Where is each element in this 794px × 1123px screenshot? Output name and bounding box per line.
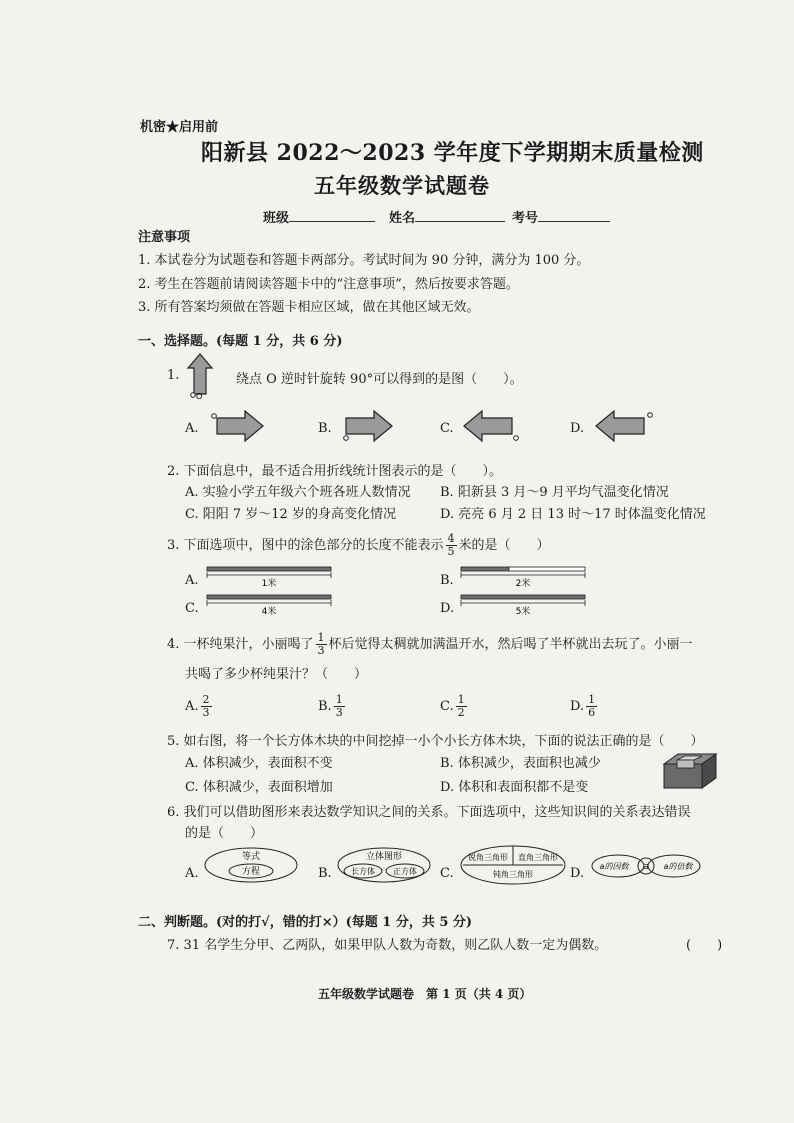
q6-question-line1: 6. 我们可以借助图形来表达数学知识之间的关系。下面选项中，这些知识间的关系表达错误 [167,805,691,820]
q4-question-line2: 共喝了多少杯纯果汁？（ ） [185,667,368,682]
q6-c-left-label: 锐角三角形 [468,853,508,862]
q6-option-a-label[interactable]: A. [185,866,199,881]
q4-text-after: 杯后觉得太稠就加满温开水，然后喝了半杯就出去玩了。小丽一 [328,637,693,652]
q5-option-b[interactable]: B. 体积减少，表面积也减少 [440,756,601,771]
q6-c-right-label: 直角三角形 [518,853,558,862]
q6-d-center-label: a [643,862,649,872]
q3-option-b-figure[interactable] [459,563,589,589]
name-field[interactable] [389,207,505,226]
q6-d-right-label: a的倍数 [663,862,693,871]
q3-option-b-label[interactable]: B. [440,573,454,588]
q6-c-bottom-label: 钝角三角形 [493,870,533,879]
name-label: 姓名 [389,211,416,226]
q4-option-c-label: C. [440,699,454,714]
page-footer: 五年级数学试题卷 第 1 页（共 4 页） [318,987,532,1001]
q1-option-d-label[interactable]: D. [570,421,585,436]
q6-question-line2: 的是（ ） [185,826,264,841]
q3-a-length-label: 1米 [261,579,277,589]
q4-frac-num: 1 [317,631,325,644]
q1-number: 1. [167,368,180,383]
exam-title: 阳新县 2022～2023 学年度下学期期末质量检测 [201,140,704,166]
q1-point-label: O [196,392,203,400]
q4-a-den: 3 [202,706,210,719]
q3-b-length-label: 2米 [515,579,531,589]
q4-option-d-fraction [586,694,597,719]
q4-text-before: 4. 一杯纯果汁，小丽喝了 [167,637,314,652]
q4-fraction [316,632,327,657]
q6-d-left-label: a的因数 [599,862,629,871]
q1-option-b-figure[interactable] [338,408,400,444]
q5-option-d[interactable]: D. 体积和表面积都不是变 [440,780,589,795]
q3-question [167,533,550,558]
exam-no-field[interactable] [512,207,610,226]
q3-option-d-figure[interactable] [459,591,589,617]
notes-item: 1. 本试卷分为试题卷和答题卡两部分。考试时间为 90 分钟，满分为 100 分。 [138,253,590,268]
q4-option-b[interactable] [318,694,347,719]
notes-heading: 注意事项 [138,230,191,245]
q7-statement: 7. 31 名学生分甲、乙两队，如果甲队人数为奇数，则乙队人数一定为偶数。 [167,938,608,953]
q3-option-a-figure[interactable] [205,563,335,589]
q4-question [167,632,693,657]
q4-option-a[interactable] [185,694,214,719]
q4-option-b-label: B. [318,699,332,714]
q2-option-c[interactable]: C. 阳阳 7 岁～12 岁的身高变化情况 [185,507,396,522]
q4-b-den: 3 [335,706,343,719]
q4-option-a-fraction [201,694,212,719]
q6-option-d-label[interactable]: D. [570,866,585,881]
exam-subtitle: 五年级数学试题卷 [314,173,490,198]
q3-option-c-label[interactable]: C. [185,601,199,616]
q5-hollowed-block-figure [662,750,718,792]
q1-option-c-label[interactable]: C. [440,421,454,436]
q2-question: 2. 下面信息中，最不适合用折线统计图表示的是（ ）。 [167,464,503,479]
q4-d-num: 1 [588,693,596,706]
q6-option-a-diagram[interactable] [203,846,299,884]
q6-option-c-diagram[interactable] [458,844,568,886]
q4-c-den: 2 [457,706,465,719]
q4-option-a-label: A. [185,699,199,714]
q4-c-num: 1 [457,693,465,706]
q4-option-d[interactable] [570,694,599,719]
q3-text-after: 米的是（ ） [458,538,550,553]
q4-d-den: 6 [588,706,596,719]
class-field[interactable] [263,207,375,226]
q5-question: 5. 如右图，将一个长方体木块的中间挖掉一小个小长方体木块，下面的说法正确的是（ ） [167,734,704,749]
q6-option-b-label[interactable]: B. [318,866,332,881]
q4-option-b-fraction [334,694,345,719]
notes-item: 3. 所有答案均须做在答题卡相应区域，做在其他区域无效。 [138,300,480,315]
q1-question: 绕点 O 逆时针旋转 90°可以得到的是图（ ）。 [236,372,523,387]
q6-b-right-label: 正方体 [393,867,417,876]
notes-item: 2. 考生在答题前请阅读答题卡中的“注意事项”，然后按要求答题。 [138,277,519,292]
q4-frac-den: 3 [317,644,325,657]
q1-up-arrow-figure [186,352,222,400]
q5-option-a[interactable]: A. 体积减少，表面积不变 [185,756,333,771]
q3-frac-den: 5 [447,545,455,558]
q2-option-b[interactable]: B. 阳新县 3 月～9 月平均气温变化情况 [440,485,669,500]
q3-frac-num: 4 [447,532,455,545]
q6-option-c-label[interactable]: C. [440,866,454,881]
q3-c-length-label: 4米 [261,607,277,617]
q3-option-a-label[interactable]: A. [185,573,199,588]
q4-b-num: 1 [335,693,343,706]
class-label: 班级 [263,211,290,226]
q1-option-a-figure[interactable] [205,408,267,444]
exam-no-label: 考号 [512,211,539,226]
q2-option-d[interactable]: D. 亮亮 6 月 2 日 13 时～17 时体温变化情况 [440,507,706,522]
q2-option-a[interactable]: A. 实验小学五年级六个班各班人数情况 [185,485,411,500]
q3-option-c-figure[interactable] [205,591,335,617]
q3-text-before: 3. 下面选项中，图中的涂色部分的长度不能表示 [167,538,444,553]
q6-b-outer-label: 立体图形 [365,852,403,862]
q1-option-d-figure[interactable] [592,406,658,444]
q3-d-length-label: 5米 [515,607,531,617]
q4-option-c-fraction [456,694,467,719]
q4-option-d-label: D. [570,699,585,714]
section1-heading: 一、选择题。(每题 1 分，共 6 分) [138,334,343,349]
q6-option-d-diagram[interactable] [590,852,702,880]
q1-option-a-label[interactable]: A. [185,421,199,436]
q5-option-c[interactable]: C. 体积减少，表面积增加 [185,780,333,795]
q1-option-b-label[interactable]: B. [318,421,332,436]
q4-a-num: 2 [202,693,210,706]
q3-option-d-label[interactable]: D. [440,601,455,616]
q6-b-left-label: 长方体 [351,867,375,876]
q7-answer-paren[interactable]: ( ) [686,938,723,953]
q3-fraction [446,533,457,558]
q6-a-inner-label: 方程 [241,867,261,877]
q4-option-c[interactable] [440,694,469,719]
secret-label: 机密★启用前 [140,120,219,135]
q6-option-b-diagram[interactable] [336,846,432,884]
section2-heading: 二、判断题。(对的打√，错的打×）(每题 1 分，共 5 分) [138,915,473,930]
q1-option-c-figure[interactable] [460,408,522,446]
q6-a-outer-label: 等式 [241,852,261,862]
